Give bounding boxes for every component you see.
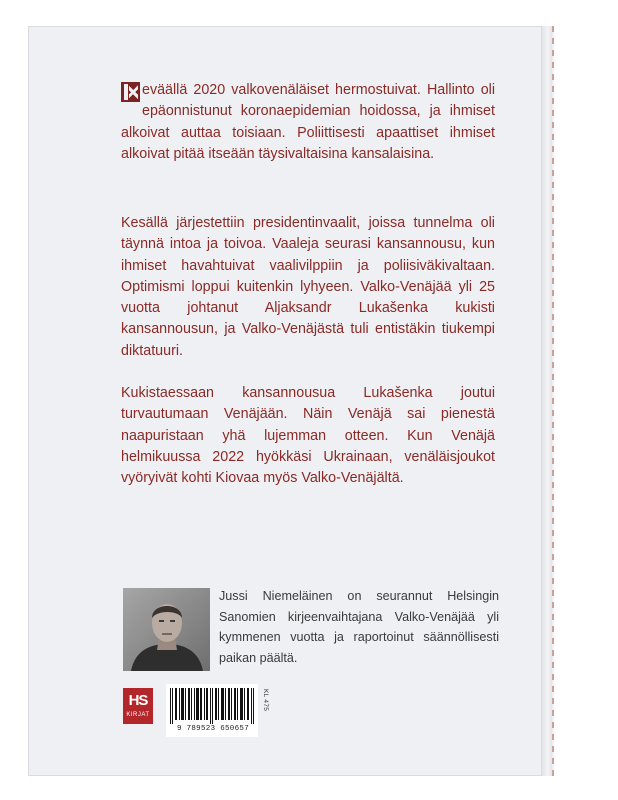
author-photo <box>123 588 210 671</box>
hs-logo-subtitle: KIRJAT <box>126 712 150 718</box>
author-portrait-image <box>123 588 210 671</box>
blurb-paragraph-2: Kesällä järjestettiin presidentinvaalit, joissa tunnelma oli täynnä intoa ja toivoa. Vaaleja seurasi kansannousu, kun ihmiset havahtuivat vaalivilppiin ja poliisiväkivaltaan. Optimismi loppui kuitenkin lyhyeen. Valko-Venäjää yli 25 vuotta johtanut Aljaksandr Lukašenka kukisti kansannousun, ja Valko-Venäjästä tuli entistäkin tiukempi diktatuuri. <box>121 215 495 359</box>
kl-classification-code: KL 475 <box>262 689 269 712</box>
book-spine-edge <box>542 26 554 776</box>
blurb-paragraph-1-text: eväällä 2020 valkovenäläiset hermostuivat. Hallinto oli epäonnistunut koronaepidemian hoidossa, ja ihmiset alkoivat auttaa toisiaan. Poliittisesti apaattiset ihmiset alkoivat pitää itseään täysivaltaisina kansalaisina. <box>121 82 495 162</box>
hs-logo-mark: HS <box>128 692 148 709</box>
barcode-bars <box>170 688 254 724</box>
blurb-paragraph-1 <box>121 80 495 165</box>
hs-kirjat-logo <box>123 688 153 724</box>
isbn-barcode <box>166 684 258 737</box>
author-bio: Jussi Niemeläinen on seurannut Helsingin Sanomien kirjeenvaihtajana Valko-Venäjää yli kymmenen vuotta ja raportoinut säännöllisesti paikan päältä. <box>219 589 499 665</box>
isbn-number: 9 789523 650657 <box>176 725 249 733</box>
blurb-paragraph-3: Kukistaessaan kansannousua Lukašenka joutui turvautumaan Venäjään. Näin Venäjä sai pienestä naapuristaan yhä lujemman otteen. Kun Venäjä helmikuussa 2022 hyökkäsi Ukrainaan, venäläisjoukot vyöryivät kohti Kiovaa myös Valko-Venäjältä. <box>121 385 495 487</box>
dropcap-k <box>121 82 140 102</box>
